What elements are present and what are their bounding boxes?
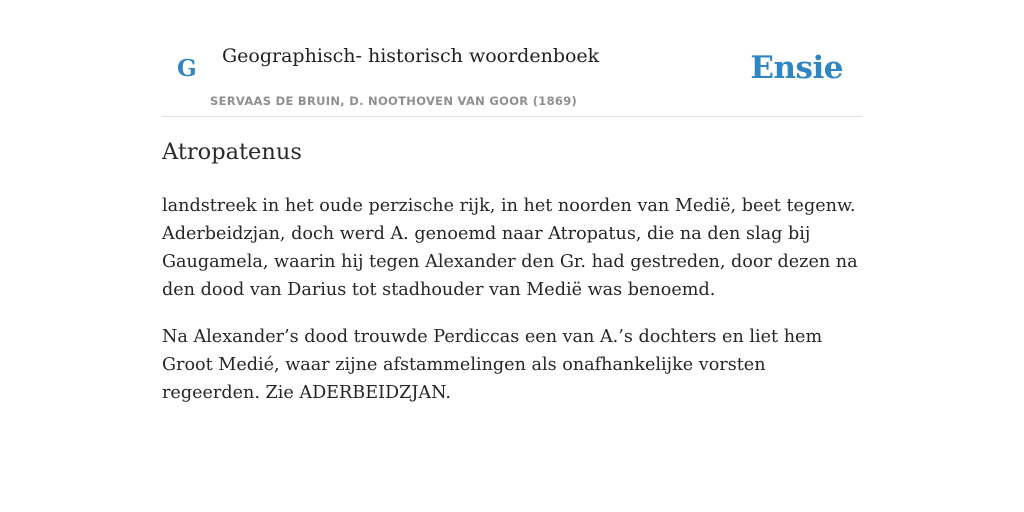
entry-paragraph: landstreek in het oude perzische rijk, in het noorden van Medië, beet tegenw. Aderbeidzjan, doch werd A. genoemd naar Atropatus, die na den slag bij Gaugamela, waarin hij tegen Alexander den Gr. had gestreden, door dezen na den dood van Darius tot stadhouder van Medië was benoemd. <box>162 196 858 300</box>
entry-body <box>162 192 862 426</box>
entry-title: Atropatenus <box>162 139 302 165</box>
book-title-link[interactable]: Geographisch- historisch woordenboek <box>222 45 600 67</box>
book-authors: SERVAAS DE BRUIN, D. NOOTHOVEN VAN GOOR (1869) <box>210 94 578 108</box>
ensie-logo[interactable]: Ensie <box>750 50 843 86</box>
content-container <box>162 0 862 403</box>
book-letter-link[interactable]: G <box>177 55 197 82</box>
book-header <box>162 0 862 117</box>
entry-paragraph: Na Alexander’s dood trouwde Perdiccas een van A.’s dochters en liet hem Groot Medié, waar zijne afstammelingen als onafhankelijke vorsten regeerden. Zie ADERBEIDZJAN. <box>162 327 823 403</box>
